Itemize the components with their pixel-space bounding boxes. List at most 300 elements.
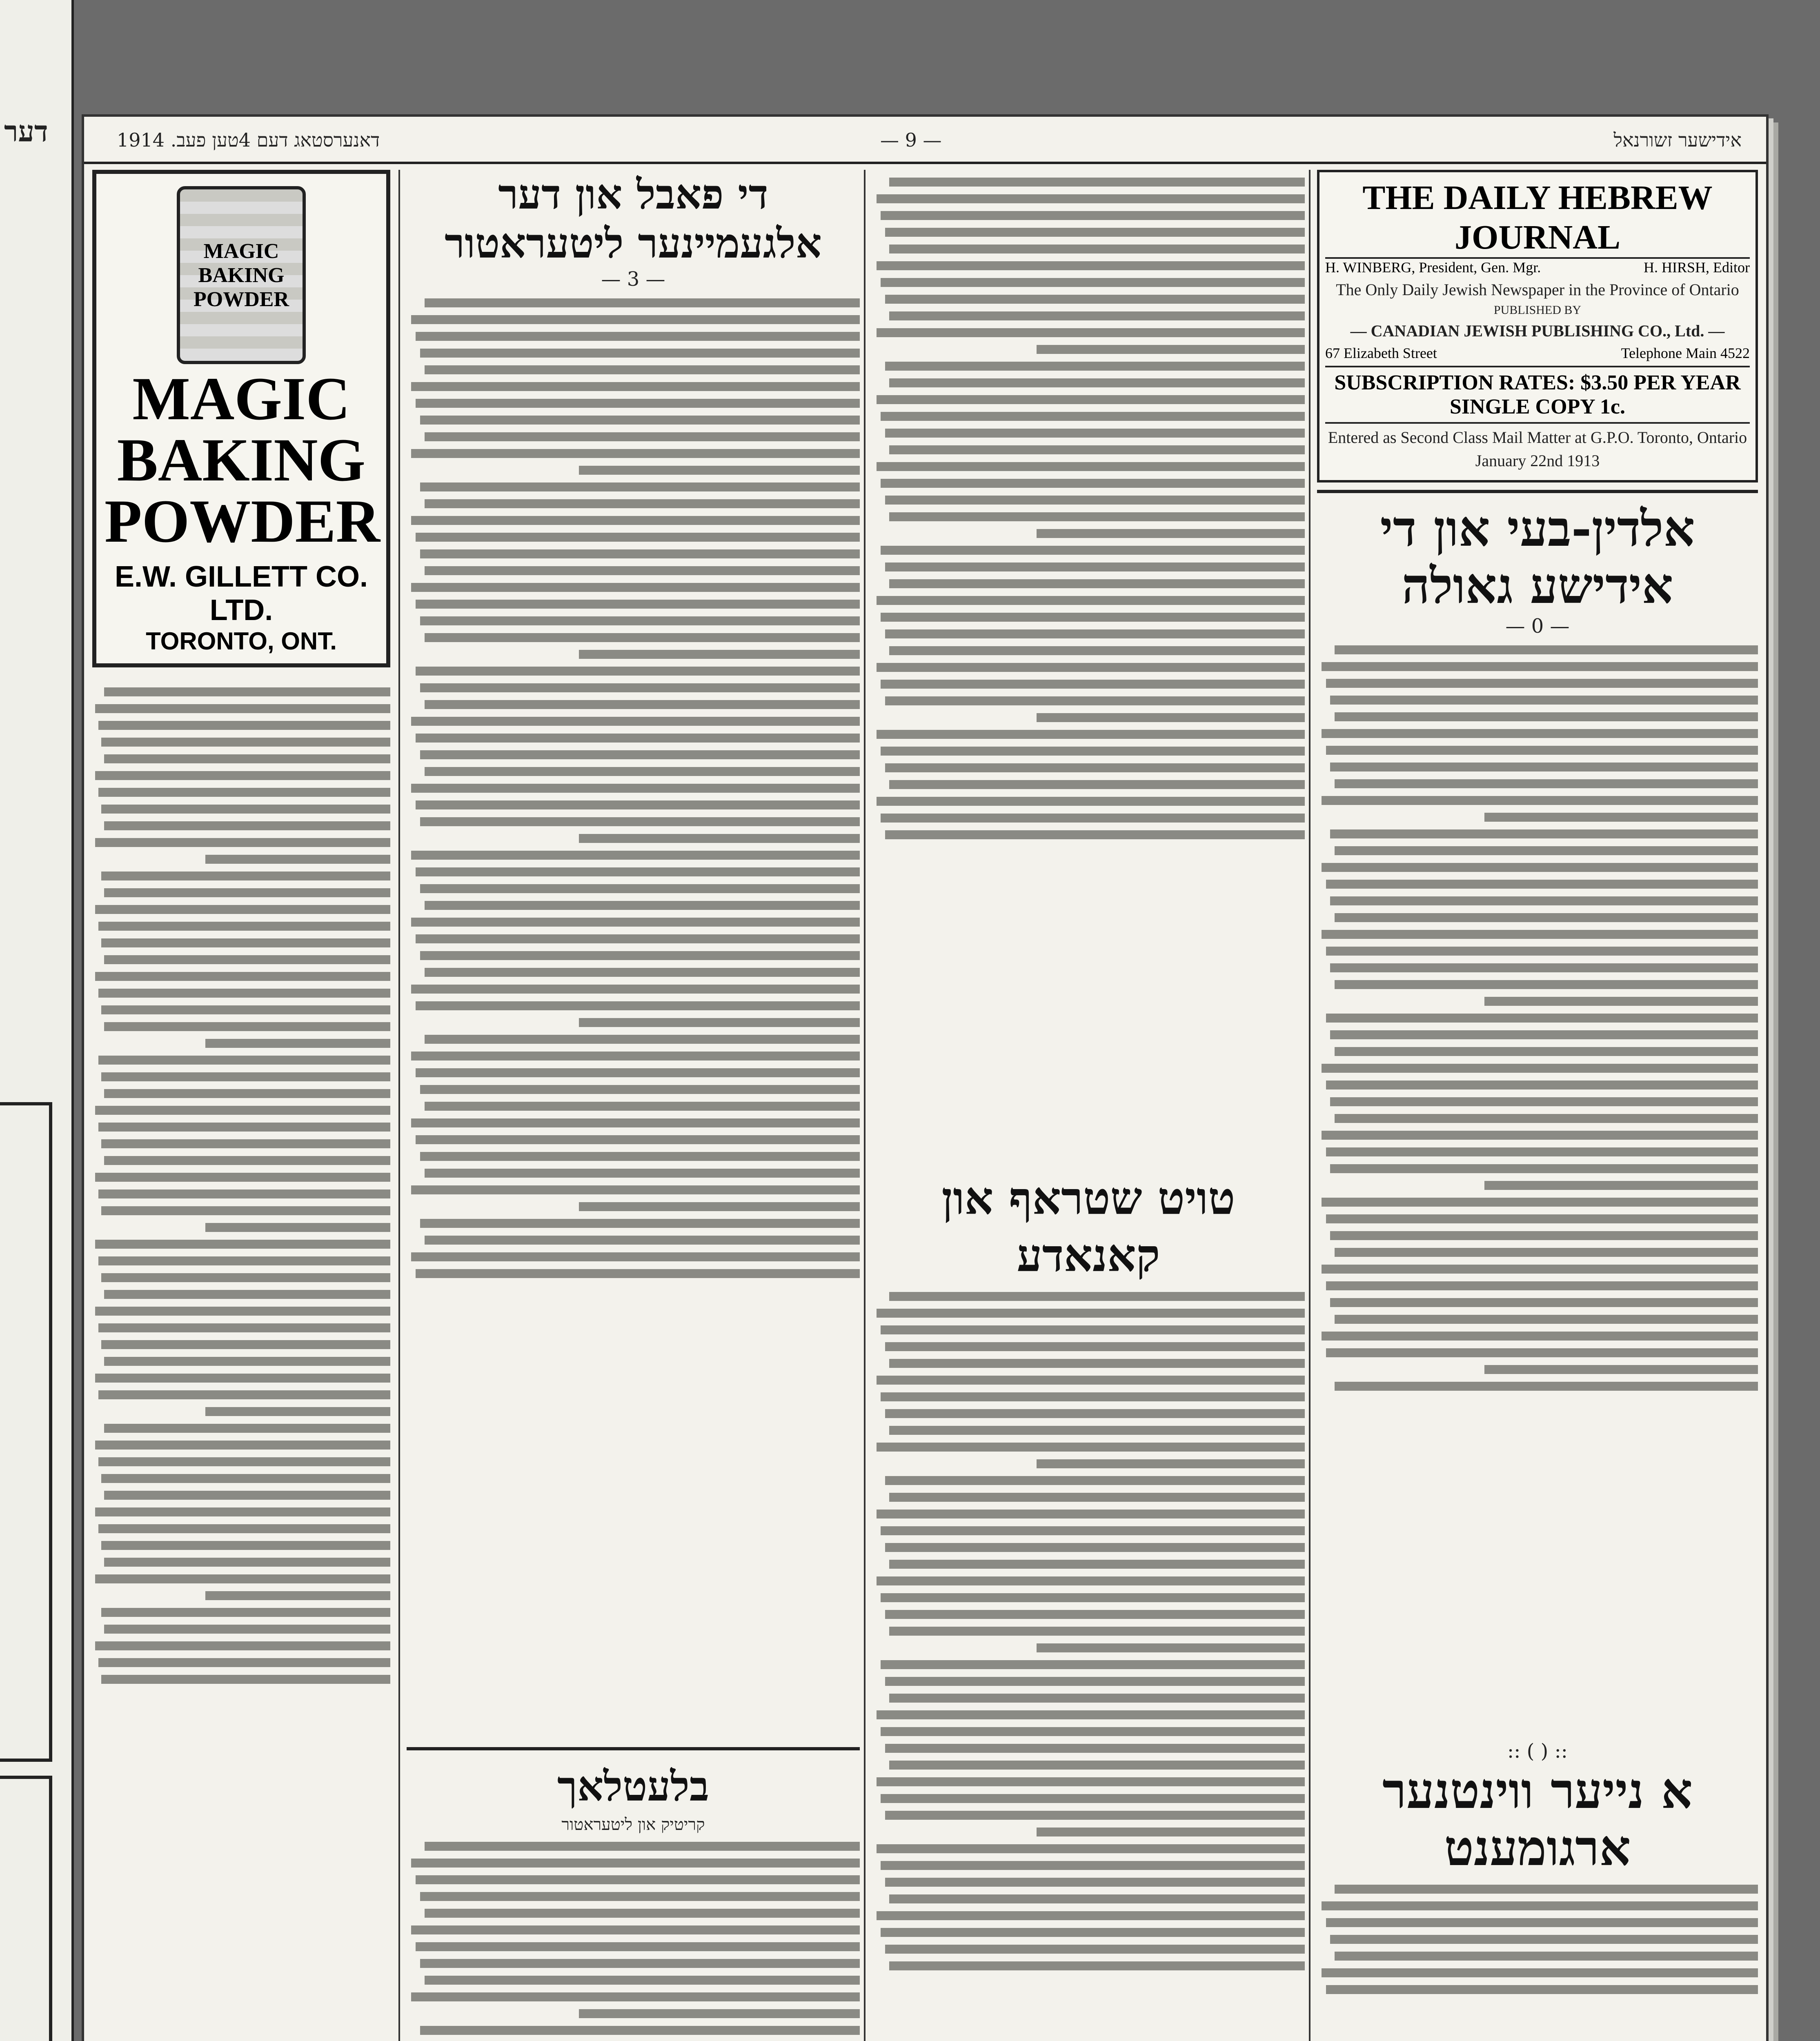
ad-product-name: MAGIC BAKING POWDER [105,365,380,555]
text-line [881,1392,1305,1401]
text-line [104,888,390,897]
text-line [579,466,860,475]
header-newspaper-name: אידישער זשורנאל [1613,129,1742,151]
text-line [101,1005,390,1014]
text-line [95,1441,390,1450]
text-line [885,562,1305,571]
text-line [425,901,860,910]
middle-column [407,170,860,2041]
masthead-president: H. WINBERG, President, Gen. Mgr. [1325,259,1541,276]
text-line [1484,1365,1758,1374]
text-line [101,1139,390,1148]
text-line [101,738,390,747]
text-line [889,1627,1305,1636]
text-line [104,821,390,830]
text-line [95,704,390,713]
text-line [95,1374,390,1383]
text-line [425,1842,860,1851]
ornament-separator: — 0 — [1505,615,1570,638]
subscription-rates: SUBSCRIPTION RATES: $3.50 PER YEAR [1334,371,1741,394]
text-line [889,1426,1305,1435]
text-line [1335,980,1758,989]
text-line [411,1925,860,1934]
text-line [1037,1459,1305,1468]
text-line [881,1526,1305,1535]
text-line [889,1694,1305,1703]
text-line [1330,1298,1758,1307]
text-line [98,1524,390,1533]
text-line [416,1875,860,1884]
text-line [1330,696,1758,705]
text-line [104,1290,390,1299]
text-line [881,1727,1305,1736]
text-line [877,462,1305,471]
adjacent-page-strip [0,0,74,2041]
article-body [92,680,390,2041]
text-line [411,1185,860,1194]
masthead [1317,170,1758,482]
text-line [104,1156,390,1165]
text-line [411,1992,860,2001]
text-line [411,1252,860,1261]
text-line [885,1945,1305,1954]
text-line [1330,829,1758,838]
text-line [1326,1281,1758,1290]
newspaper-page [82,114,1769,2041]
text-line [889,1894,1305,1903]
text-line [411,516,860,525]
text-line [885,1610,1305,1619]
text-line [579,650,860,659]
text-line [1322,662,1758,671]
text-line [881,546,1305,555]
text-line [411,985,860,994]
text-line [1326,746,1758,755]
text-line [885,830,1305,839]
text-line [1335,1885,1758,1894]
text-line [95,1240,390,1249]
text-line [1322,863,1758,872]
text-line [98,1056,390,1065]
text-line [95,1307,390,1316]
text-line [425,633,860,642]
text-line [416,600,860,609]
text-line [101,872,390,880]
text-line [1322,1064,1758,1073]
text-line [98,721,390,730]
text-line [416,1942,860,1951]
text-line [1322,729,1758,738]
text-line [205,1407,390,1416]
text-line [420,750,860,759]
text-line [885,228,1305,237]
text-line [889,378,1305,387]
text-line [411,1118,860,1127]
text-line [425,499,860,508]
text-line [885,1342,1305,1351]
text-line [98,922,390,931]
text-line [101,1474,390,1483]
text-line [885,362,1305,371]
text-line [889,245,1305,253]
text-line [877,194,1305,203]
text-line [1484,813,1758,822]
text-line [416,399,860,408]
single-copy-price: SINGLE COPY 1c. [1450,395,1625,418]
text-line [95,838,390,847]
text-line [420,416,860,425]
text-line [1335,1114,1758,1123]
text-line [411,449,860,458]
text-line [416,667,860,676]
text-line [98,1658,390,1667]
text-line [425,767,860,776]
text-line [416,867,860,876]
text-line [877,663,1305,672]
text-line [1335,1952,1758,1961]
text-line [411,1052,860,1061]
text-line [877,261,1305,270]
text-line [98,1256,390,1265]
text-line [425,1035,860,1044]
left-column [92,170,390,2041]
text-line [1335,1248,1758,1257]
text-line [425,1976,860,1985]
text-line [881,278,1305,287]
article-subheadline: קריטיק און ליטעראטור [561,1815,705,1834]
text-line [101,805,390,814]
text-line [1326,1014,1758,1023]
header-page-number: — 9 — [880,129,942,151]
article-body [407,291,860,1740]
text-line [420,683,860,692]
text-line [425,566,860,575]
adjacent-page-box [0,1102,52,1762]
masthead-tagline: The Only Daily Jewish Newspaper in the Province of Ontario [1336,280,1739,299]
text-line [104,1089,390,1098]
text-line [1335,846,1758,855]
text-line [104,1424,390,1433]
text-line [95,905,390,914]
text-line [1484,1181,1758,1190]
text-line [579,1202,860,1211]
article-headline: אלדין-בעי און די אידישע גאולה [1380,500,1695,615]
page-header [84,117,1766,164]
text-line [1335,1315,1758,1324]
text-line [420,951,860,960]
text-line [101,1072,390,1081]
text-line [104,1625,390,1634]
text-line [420,616,860,625]
text-line [411,315,860,324]
text-line [425,1102,860,1111]
text-line [1322,1332,1758,1341]
text-line [101,1675,390,1684]
text-line [877,395,1305,404]
text-line [877,1576,1305,1585]
article-body [407,1834,860,2041]
text-line [411,851,860,860]
text-line [889,311,1305,320]
text-line [98,1390,390,1399]
text-line [420,482,860,491]
text-line [885,1878,1305,1887]
text-line [881,1593,1305,1602]
article-body [1317,1877,1758,2041]
text-line [877,797,1305,806]
text-line [205,1591,390,1600]
text-line [416,1068,860,1077]
text-line [420,549,860,558]
text-line [885,1409,1305,1418]
text-line [101,1206,390,1215]
text-line [101,1541,390,1550]
text-line [1326,880,1758,889]
text-line [1322,1131,1758,1140]
text-line [416,533,860,542]
text-line [881,1794,1305,1803]
text-line [411,583,860,592]
text-line [420,1959,860,1968]
text-line [95,1507,390,1516]
text-line [1335,712,1758,721]
text-line [877,1510,1305,1519]
masthead-editor: H. HIRSH, Editor [1644,259,1750,276]
masthead-address: 67 Elizabeth Street [1325,345,1437,361]
text-line [889,1761,1305,1770]
text-line [877,1710,1305,1719]
text-line [885,1811,1305,1820]
text-line [101,1340,390,1349]
column-divider [864,170,866,2041]
text-line [885,763,1305,772]
text-line [877,1777,1305,1786]
column-divider [1309,170,1310,2041]
text-line [411,382,860,391]
article-headline: די פאבל און דער אלגעמיינער ליטעראטור [445,170,822,267]
text-line [885,1744,1305,1753]
text-line [95,1574,390,1583]
text-line [889,579,1305,588]
text-line [1330,1231,1758,1240]
text-line [425,1236,860,1245]
text-line [889,445,1305,454]
text-line [1484,997,1758,1006]
text-line [885,496,1305,505]
text-line [1322,1901,1758,1910]
text-line [579,1018,860,1027]
text-line [420,817,860,826]
text-line [885,429,1305,438]
text-line [889,1560,1305,1569]
text-line [425,700,860,709]
masthead-publisher: — CANADIAN JEWISH PUBLISHING CO., Ltd. — [1350,322,1725,340]
text-line [416,332,860,341]
text-line [1322,1968,1758,1977]
ornament-separator: :: ( ) :: [1507,1740,1568,1763]
text-line [425,1909,860,1918]
postal-entry-line: Entered as Second Class Mail Matter at G.P.O. Toronto, Ontario [1328,428,1747,447]
text-line [1037,345,1305,354]
text-line [98,1189,390,1198]
text-line [101,1273,390,1282]
text-line [416,800,860,809]
text-line [877,1443,1305,1452]
text-line [416,1269,860,1278]
text-line [1330,1097,1758,1106]
text-line [889,1292,1305,1301]
text-line [104,1022,390,1031]
text-line [881,747,1305,756]
text-line [420,1152,860,1161]
text-line [1330,1935,1758,1944]
right-column [1317,170,1758,2041]
text-line [889,512,1305,521]
text-line [877,1844,1305,1853]
text-line [1037,713,1305,722]
text-line [877,730,1305,739]
text-line [98,1323,390,1332]
text-line [1335,779,1758,788]
text-line [205,855,390,864]
text-line [889,178,1305,187]
text-line [877,1376,1305,1385]
article-body [872,1284,1305,2041]
text-line [1326,1918,1758,1927]
text-line [1335,1382,1758,1391]
text-line [877,1309,1305,1318]
ornament-separator: — 3 — [601,268,665,291]
masthead-telephone: Telephone Main 4522 [1621,345,1750,361]
text-line [889,1493,1305,1502]
text-line [1326,679,1758,688]
text-line [95,771,390,780]
text-line [877,1911,1305,1920]
text-line [104,955,390,964]
text-line [1326,947,1758,956]
text-line [416,1001,860,1010]
text-line [881,479,1305,488]
text-line [425,1169,860,1178]
text-line [881,211,1305,220]
section-rule [407,1747,860,1750]
text-line [1330,896,1758,905]
adjacent-page-fragment: דער [4,114,48,148]
section-rule [1317,490,1758,493]
ad-company: E.W. GILLETT CO. LTD. [115,560,368,627]
text-line [889,1359,1305,1368]
text-line [205,1223,390,1232]
text-line [1330,1164,1758,1173]
text-line [101,1608,390,1617]
text-line [420,2026,860,2035]
text-line [881,1861,1305,1870]
text-line [1037,1828,1305,1836]
text-line [1326,1081,1758,1089]
text-line [1322,1265,1758,1274]
text-line [425,298,860,307]
text-line [885,696,1305,705]
text-line [881,1325,1305,1334]
text-line [104,1491,390,1500]
header-date: דאנערסטאג דעם 4טען פעב. 1914 [117,129,380,151]
text-line [881,412,1305,421]
text-line [420,1892,860,1901]
text-line [881,1660,1305,1669]
text-line [411,1859,860,1868]
text-line [98,989,390,998]
text-line [1335,1047,1758,1056]
text-line [98,1123,390,1132]
text-line [881,814,1305,823]
text-line [1330,1030,1758,1039]
ad-city: TORONTO, ONT. [146,627,337,655]
text-line [416,734,860,743]
text-line [889,780,1305,789]
text-line [1330,763,1758,771]
article-body [1317,638,1758,1740]
text-line [104,1357,390,1366]
text-line [1037,1643,1305,1652]
text-line [881,680,1305,689]
text-line [889,1961,1305,1970]
column-divider [398,170,400,2041]
text-line [881,1928,1305,1937]
adjacent-page-box [0,1776,52,2041]
text-line [425,365,860,374]
text-line [1326,1214,1758,1223]
text-line [1335,645,1758,654]
text-line [877,328,1305,337]
text-line [104,754,390,763]
article-headline: א נייער ווינטנער ארגומענט [1382,1762,1693,1877]
center-column [872,170,1305,2041]
text-line [579,2009,860,2018]
text-line [420,1219,860,1228]
text-line [98,1457,390,1466]
text-line [885,1543,1305,1552]
text-line [411,717,860,726]
text-line [411,784,860,793]
text-line [885,295,1305,304]
baking-powder-can-icon: MAGIC BAKING POWDER [177,186,306,364]
text-line [104,687,390,696]
text-line [420,884,860,893]
text-line [885,1476,1305,1485]
text-line [881,613,1305,622]
text-line [95,1173,390,1182]
text-line [877,596,1305,605]
text-line [416,934,860,943]
text-line [104,1558,390,1567]
text-line [95,1641,390,1650]
text-line [885,1677,1305,1686]
article-headline: טויט שטראף און קאנאדע [941,1172,1235,1282]
text-line [885,629,1305,638]
text-line [1335,913,1758,922]
article-headline: בלעטלאך [557,1762,710,1810]
text-line [1322,796,1758,805]
text-line [420,1085,860,1094]
text-line [95,1106,390,1115]
magic-baking-powder-ad [92,170,390,667]
text-line [425,432,860,441]
text-line [416,1135,860,1144]
masthead-published-by: PUBLISHED BY [1493,303,1582,317]
text-line [1326,1985,1758,1994]
postal-entry-date: January 22nd 1913 [1475,451,1600,470]
text-line [420,349,860,358]
